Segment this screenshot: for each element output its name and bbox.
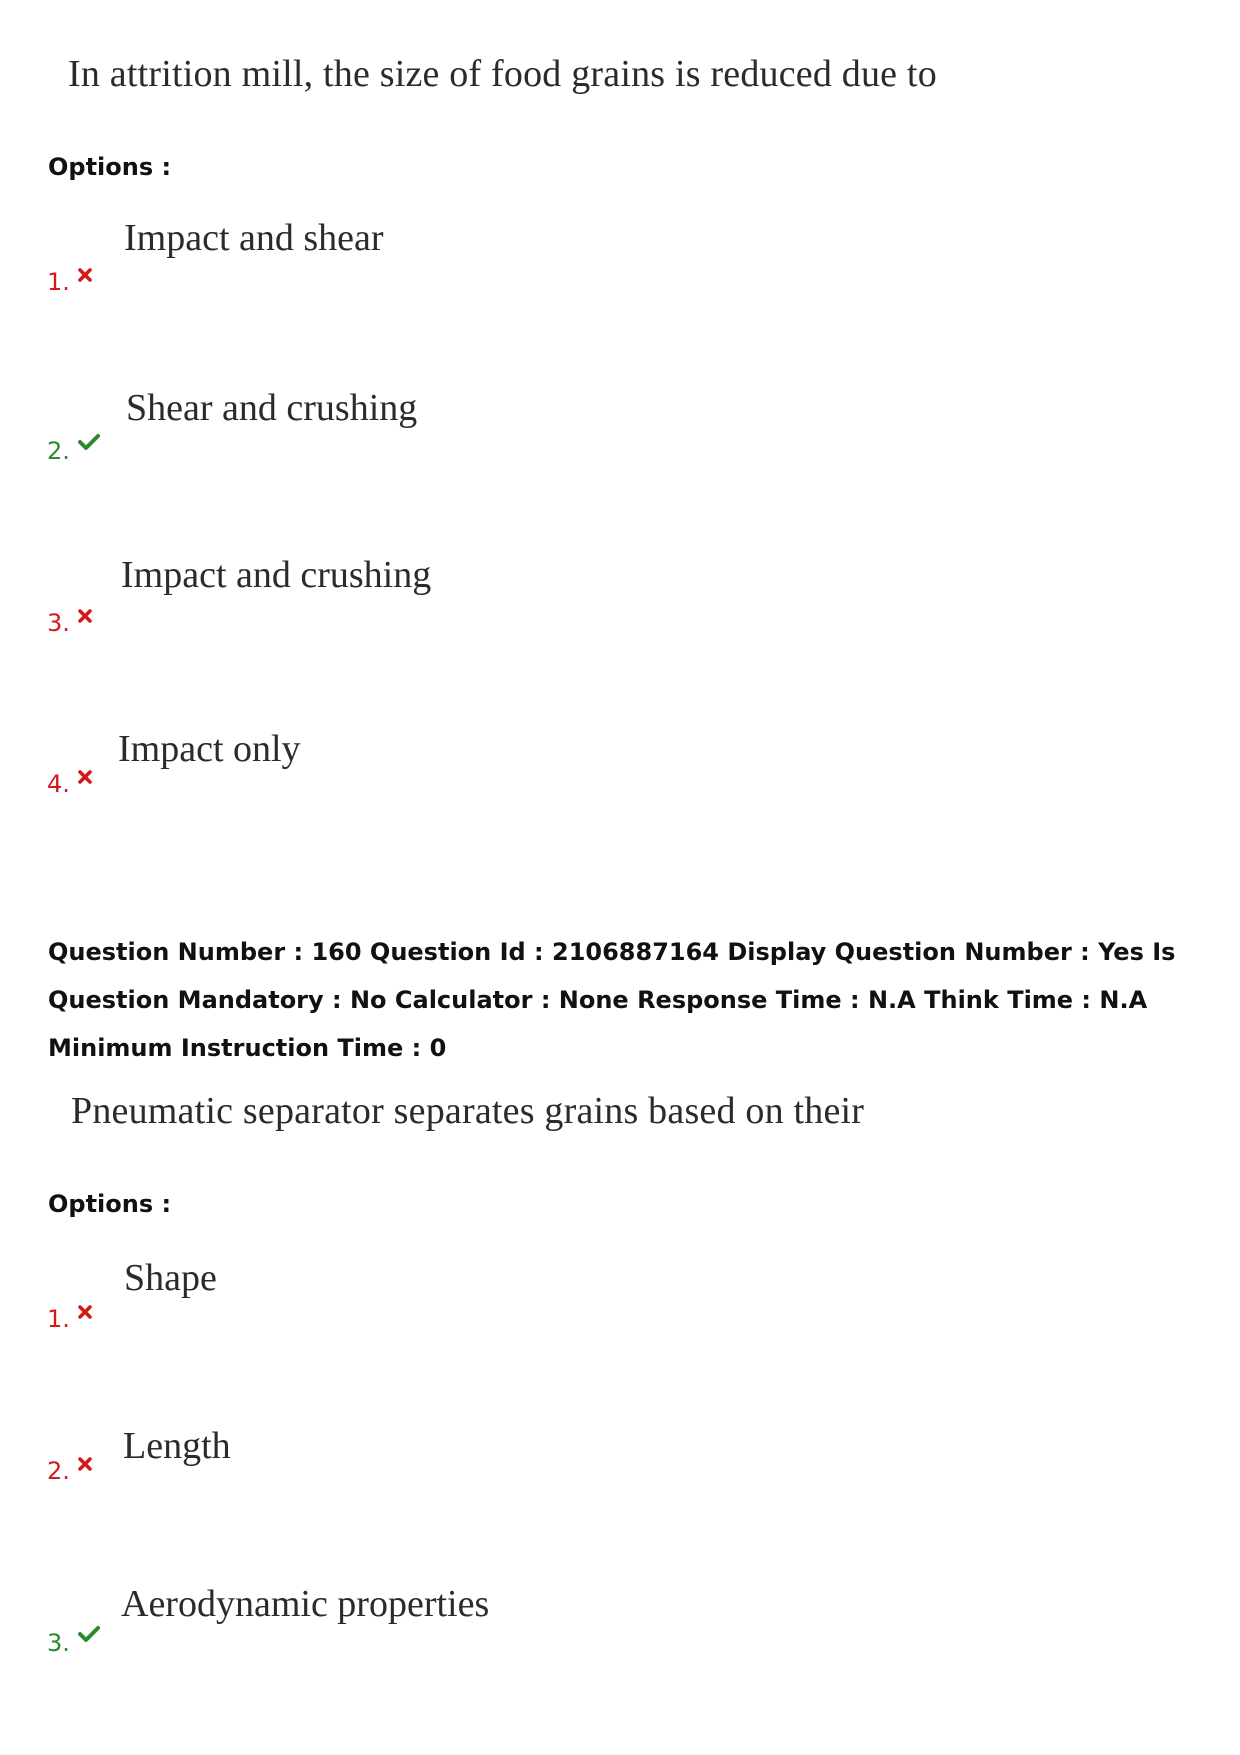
option-number	[47, 1305, 92, 1333]
option-text: Impact and shear	[124, 217, 384, 259]
option-number-label: 1.	[47, 1305, 70, 1333]
options-label: Options :	[48, 1190, 172, 1218]
cross-icon	[78, 609, 92, 623]
option-number-label: 3.	[47, 1629, 70, 1657]
option-number	[47, 433, 100, 465]
option-number	[47, 268, 92, 296]
cross-icon	[78, 770, 92, 784]
option-number-label: 2.	[47, 1457, 70, 1485]
option-text: Shear and crushing	[126, 387, 418, 429]
cross-icon	[78, 268, 92, 282]
option-number-label: 1.	[47, 268, 70, 296]
option-number	[47, 1625, 100, 1657]
option-number-label: 4.	[47, 770, 70, 798]
option-text: Aerodynamic properties	[121, 1583, 490, 1625]
option-text: Impact only	[118, 728, 301, 770]
option-text: Impact and crushing	[121, 554, 432, 596]
option-number-label: 3.	[47, 609, 70, 637]
question-metadata: Question Number : 160 Question Id : 2106887164 Display Question Number : Yes Is Question Mandatory : No Calculator : None Response Time : N.A Think Time : N.A Minimum Instruction Time : 0	[48, 938, 1176, 1062]
option-text: Length	[123, 1425, 231, 1467]
check-icon	[78, 1625, 100, 1643]
option-text: Shape	[124, 1257, 217, 1299]
question-text: In attrition mill, the size of food grains is reduced due to	[68, 53, 937, 95]
option-number-label: 2.	[47, 437, 70, 465]
cross-icon	[78, 1305, 92, 1319]
options-label: Options :	[48, 153, 172, 181]
option-number	[47, 1457, 92, 1485]
check-icon	[78, 433, 100, 451]
cross-icon	[78, 1457, 92, 1471]
option-number	[47, 609, 92, 637]
option-number	[47, 770, 92, 798]
question-text: Pneumatic separator separates grains based on their	[71, 1090, 865, 1132]
